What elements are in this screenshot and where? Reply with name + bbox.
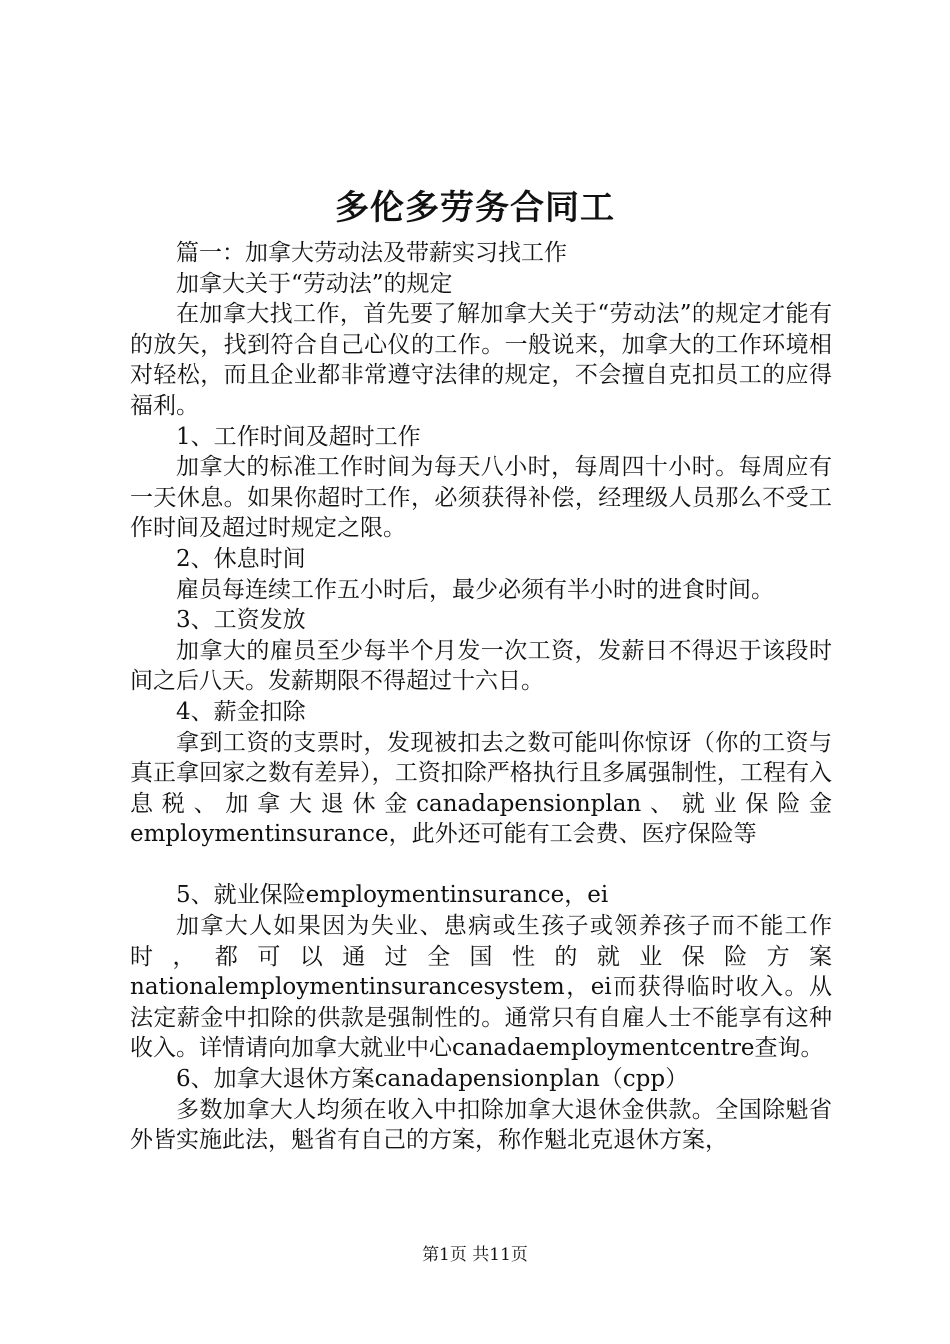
item-heading: 4、薪金扣除	[176, 698, 306, 725]
section-heading: 篇一：加拿大劳动法及带薪实习找工作	[176, 240, 567, 266]
item-heading: 3、工资发放	[176, 607, 306, 634]
item-heading: 6、加拿大退休方案canadapensionplan（cpp）	[176, 1066, 689, 1093]
body-paragraph: 拿到工资的支票时，发现被扣去之数可能叫你惊讶（你的工资与真正拿回家之数有差异），工资扣除严格执行且多属强制性，工程有入息税、加拿大退休金canadapensionplan、就业保险金employmentinsurance，此外还可能有工会费、医疗保险等	[130, 729, 832, 848]
body-paragraph: 在加拿大找工作，首先要了解加拿大关于“劳动法”的规定才能有的放矢，找到符合自己心仪的工作。一般说来，加拿大的工作环境相对轻松，而且企业都非常遵守法律的规定，不会擅自克扣员工的应得福利。	[130, 301, 832, 419]
document-body	[130, 238, 832, 1156]
item-heading: 1、工作时间及超时工作	[176, 423, 421, 450]
body-paragraph: 加拿大的雇员至少每半个月发一次工资，发薪日不得迟于该段时间之后八天。发薪期限不得超过十六日。	[130, 637, 832, 695]
body-paragraph: 加拿大人如果因为失业、患病或生孩子或领养孩子而不能工作时，都可以通过全国性的就业保险方案nationalemploymentinsurancesystem，ei而获得临时收入。从法定薪金中扣除的供款是强制性的。通常只有自雇人士不能享有这种收入。详情请向加拿大就业中心canadaemploymentcentre查询。	[130, 913, 832, 1062]
item-heading: 2、休息时间	[176, 545, 306, 572]
body-paragraph: 多数加拿大人均须在收入中扣除加拿大退休金供款。全国除魁省外皆实施此法，魁省有自己的方案，称作魁北克退休方案，	[130, 1096, 832, 1154]
item-heading: 5、就业保险employmentinsurance，ei	[176, 882, 609, 909]
document-title: 多伦多劳务合同工	[335, 188, 615, 228]
subheading: 加拿大关于“劳动法”的规定	[176, 270, 453, 297]
body-paragraph: 雇员每连续工作五小时后，最少必须有半小时的进食时间。	[176, 576, 774, 603]
page-number: 第1页 共11页	[422, 1245, 528, 1265]
paragraph-gap	[130, 850, 832, 881]
body-paragraph: 加拿大的标准工作时间为每天八小时，每周四十小时。每周应有一天休息。如果你超时工作，必须获得补偿，经理级人员那么不受工作时间及超过时规定之限。	[130, 454, 832, 542]
